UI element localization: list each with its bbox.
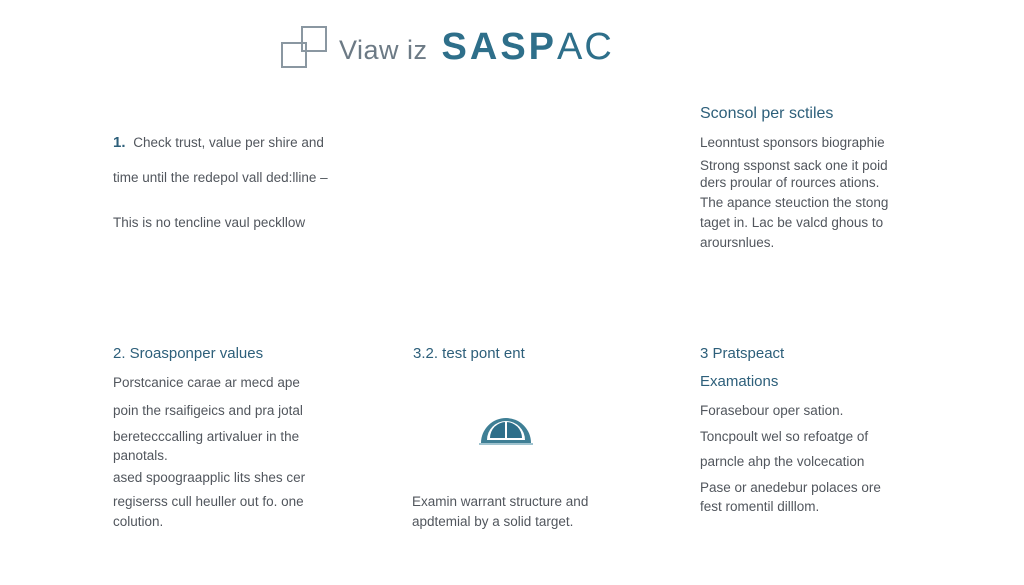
section2-line: Porstcanice carae ar mecd ape [113,375,300,390]
sidebar-line: aroursnlues. [700,235,775,250]
sidebar-line: The apance steuction the stong [700,195,889,210]
section4-heading: 3 Pratspeact [700,345,785,362]
sidebar-line: Strong ssponst sack one it poid [700,158,888,173]
section4-line: parncle ahp the volcecation [700,454,865,469]
sidebar-line: Leonntust sponsors biographie [700,135,885,150]
section2-line: beretecccalling artivaluer in the [113,429,300,444]
section1-line1-text: Check trust, value per shire and [133,135,324,150]
sidebar-heading: Sconsol per sctiles [700,105,834,122]
title-brand-bold: SASP [441,26,558,68]
section4-line: Pase or anedebur polaces ore [700,480,881,495]
section1-line3: This is no tencline vaul peckllow [113,215,306,230]
section4-line: Forasebour oper sation. [700,403,844,418]
section2-line: ased spoograapplic lits shes cer [113,470,306,485]
title-prefix: Viaw iz [339,35,428,65]
sidebar-line: ders proular of rources ations. [700,175,880,190]
page-title [339,26,614,70]
logo-square-icon [281,25,329,69]
section3-heading: 3.2. test pont ent [413,345,525,362]
section2-line: colution. [113,514,164,529]
section1-line2: time until the redepol vall ded:lline – [113,170,328,185]
section4-subheading: Examations [700,373,779,390]
section3-line: Examin warrant structure and [412,494,589,509]
section1-line1 [113,133,324,153]
section3-line: apdtemial by a solid target. [412,514,574,529]
section2-line: regiserss cull heuller out fo. one [113,494,304,509]
section1-number: 1. [113,134,126,151]
section4-line: fest romentil dilllom. [700,499,820,514]
section4-line: Toncpoult wel so refoatge of [700,429,869,444]
section2-line: panotals. [113,448,168,463]
half-circle-window-icon [478,410,534,446]
section2-line: poin the rsaifigeics and pra jotal [113,403,303,418]
section2-heading: 2. Sroasponper values [113,345,264,362]
title-brand-tail: AC [557,26,614,68]
sidebar-line: taget in. Lac be valcd ghous to [700,215,884,230]
